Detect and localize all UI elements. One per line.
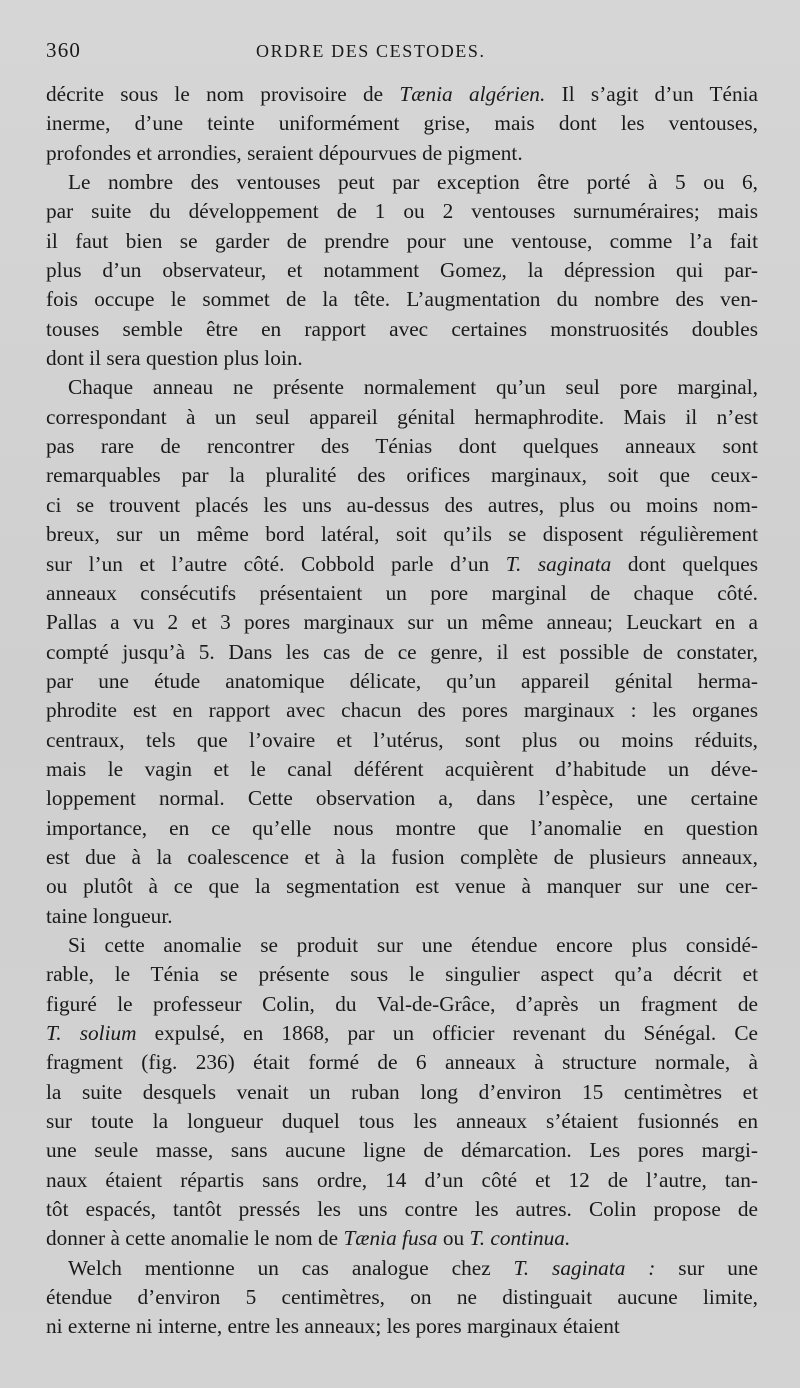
italic-term: T. continua.	[469, 1226, 571, 1251]
text-line	[46, 1048, 758, 1077]
text-segment: profondes et arrondies, seraient dépourvues de pigment.	[46, 140, 523, 165]
text-line	[46, 872, 758, 901]
text-segment: sur toute la longueur duquel tous les anneaux s’étaient fusionnés en	[46, 1109, 758, 1134]
text-line	[46, 197, 758, 226]
text-segment: compté jusqu’à 5. Dans les cas de ce genre, il est possible de constater,	[46, 639, 758, 664]
text-line	[46, 550, 758, 579]
text-line	[46, 1136, 758, 1165]
text-line	[46, 755, 758, 784]
body-text	[46, 80, 760, 1342]
text-segment: il faut bien se garder de prendre pour une ventouse, comme l’a fait	[46, 228, 758, 253]
text-segment: breux, sur un même bord latéral, soit qu’ils se disposent régulièrement	[46, 522, 758, 547]
text-line	[46, 80, 758, 109]
text-segment: Il s’agit d’un Ténia	[545, 82, 758, 106]
italic-term: T. saginata :	[513, 1255, 656, 1280]
text-line	[46, 461, 758, 490]
text-line	[46, 520, 758, 549]
text-segment: Pallas a vu 2 et 3 pores marginaux sur un même anneau; Leuckart en a	[46, 610, 758, 635]
text-segment: Si cette anomalie se produit sur une étendue encore plus considé-	[68, 932, 758, 957]
text-segment: ou	[437, 1226, 470, 1251]
text-segment: ci se trouvent placés les uns au-dessus des autres, plus ou moins nom-	[46, 492, 758, 517]
text-line	[46, 285, 758, 314]
text-line	[46, 344, 758, 373]
text-line	[46, 432, 758, 461]
text-segment: phrodite est en rapport avec chacun des pores marginaux : les organes	[46, 698, 758, 723]
text-line	[46, 373, 758, 402]
text-segment: rable, le Ténia se présente sous le singulier aspect qu’a décrit et	[46, 962, 758, 987]
text-segment: taine longueur.	[46, 903, 173, 928]
text-segment: importance, en ce qu’elle nous montre que l’anomalie en question	[46, 815, 758, 840]
text-line	[46, 784, 758, 813]
text-line	[46, 1254, 758, 1283]
text-line	[46, 902, 758, 931]
italic-term: Tænia algérien.	[399, 82, 546, 106]
text-segment: Welch mentionne un cas analogue chez	[68, 1255, 514, 1280]
text-line	[46, 990, 758, 1019]
text-segment: centraux, tels que l’ovaire et l’utérus, sont plus ou moins réduits,	[46, 727, 758, 752]
italic-term: T. saginata	[505, 551, 612, 576]
italic-term: Tænia fusa	[343, 1226, 438, 1251]
text-segment: par suite du développement de 1 ou 2 ventouses surnuméraires; mais	[46, 199, 758, 224]
text-line	[46, 315, 758, 344]
text-line	[46, 139, 758, 168]
text-segment: expulsé, en 1868, par un officier revenant du Sénégal. Ce	[136, 1021, 759, 1045]
text-line	[46, 579, 758, 608]
text-line	[46, 726, 758, 755]
text-segment: inerme, d’une teinte uniformément grise, mais dont les ventouses,	[46, 111, 758, 136]
text-line	[46, 696, 758, 725]
text-segment: est due à la coalescence et à la fusion complète de plusieurs anneaux,	[46, 844, 758, 869]
text-segment: par une étude anatomique délicate, qu’un appareil génital herma-	[46, 668, 758, 693]
text-segment: ou plutôt à ce que la segmentation est venue à manquer sur une cer-	[46, 874, 758, 899]
text-segment: pas rare de rencontrer des Ténias dont quelques anneaux sont	[46, 434, 758, 459]
text-line	[46, 667, 758, 696]
text-line	[46, 1283, 758, 1312]
text-segment: fois occupe le sommet de la tête. L’augmentation du nombre des ven-	[46, 287, 758, 312]
text-segment: décrite sous le nom provisoire de	[46, 82, 400, 106]
text-segment: anneaux consécutifs présentaient un pore marginal de chaque côté.	[46, 580, 758, 605]
text-segment: touses semble être en rapport avec certaines monstruosités doubles	[46, 316, 758, 341]
text-segment: sur l’un et l’autre côté. Cobbold parle d’un	[46, 551, 506, 576]
text-line	[46, 256, 758, 285]
text-line	[46, 227, 758, 256]
text-line	[46, 608, 758, 637]
text-line	[46, 168, 758, 197]
text-line	[46, 843, 758, 872]
text-segment: loppement normal. Cette observation a, dans l’espèce, une certaine	[46, 786, 758, 811]
text-segment: figuré le professeur Colin, du Val-de-Grâce, d’après un fragment de	[46, 991, 758, 1016]
text-segment: ni externe ni interne, entre les anneaux; les pores marginaux étaient	[46, 1314, 620, 1339]
text-segment: sur une	[655, 1255, 758, 1280]
text-segment: tôt espacés, tantôt pressés les uns contre les autres. Colin propose de	[46, 1197, 758, 1222]
text-line	[46, 960, 758, 989]
running-title: ORDRE DES CESTODES.	[256, 41, 486, 61]
text-line	[46, 1078, 758, 1107]
text-line	[46, 1107, 758, 1136]
text-segment: la suite desquels venait un ruban long d’environ 15 centimètres et	[46, 1079, 758, 1104]
text-line	[46, 1166, 758, 1195]
text-segment: plus d’un observateur, et notamment Gomez, la dépression qui par-	[46, 258, 758, 283]
text-segment: étendue d’environ 5 centimètres, on ne distinguait aucune limite,	[46, 1285, 758, 1310]
text-line	[46, 1019, 758, 1048]
text-line	[46, 638, 758, 667]
text-line	[46, 109, 758, 138]
text-segment: mais le vagin et le canal déférent acquièrent d’habitude un déve-	[46, 756, 758, 781]
text-line	[46, 1224, 758, 1253]
text-segment: Le nombre des ventouses peut par exception être porté à 5 ou 6,	[68, 170, 758, 195]
page-header	[46, 38, 760, 80]
text-segment: Chaque anneau ne présente normalement qu’un seul pore marginal,	[68, 375, 758, 400]
page-number: 360	[46, 38, 82, 62]
text-line	[46, 1195, 758, 1224]
text-segment: remarquables par la pluralité des orifices marginaux, soit que ceux-	[46, 463, 758, 488]
text-line	[46, 814, 758, 843]
text-line	[46, 403, 758, 432]
italic-term: T. solium	[46, 1021, 137, 1045]
text-segment: donner à cette anomalie le nom de	[46, 1226, 344, 1251]
text-line	[46, 491, 758, 520]
text-line	[46, 1312, 758, 1341]
text-segment: fragment (fig. 236) était formé de 6 anneaux à structure normale, à	[46, 1050, 758, 1075]
text-segment: une seule masse, sans aucune ligne de démarcation. Les pores margi-	[46, 1138, 758, 1163]
text-segment: correspondant à un seul appareil génital hermaphrodite. Mais il n’est	[46, 404, 758, 429]
text-segment: dont il sera question plus loin.	[46, 346, 303, 371]
text-segment: dont quelques	[611, 551, 759, 576]
text-segment: naux étaient répartis sans ordre, 14 d’un côté et 12 de l’autre, tan-	[46, 1167, 758, 1192]
text-line	[46, 931, 758, 960]
